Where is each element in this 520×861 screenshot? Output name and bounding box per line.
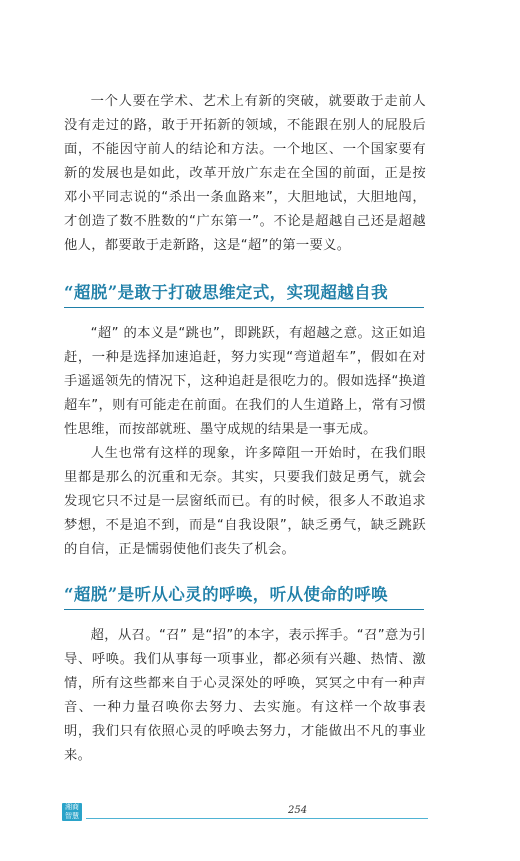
page-footer xyxy=(62,803,428,821)
page-number: 254 xyxy=(288,805,308,816)
series-logo-line-1: 湘商 xyxy=(65,803,79,811)
series-logo xyxy=(62,803,82,821)
footer-rule xyxy=(86,818,428,819)
body-paragraph-4: 超，从召。“召” 是“招”的本字，表示挥手。“召”意为引导、呼唤。我们从事每一项事业，都必须有兴趣、热情、激情，所有这些都来自于心灵深处的呼唤，冥冥之中有一种声音、一种力量召唤你去努力、去实施。有这样一个故事表明，我们只有依照心灵的呼唤去努力，才能做出不凡的事业来。 xyxy=(64,628,426,763)
body-paragraph-2: “超” 的本义是“跳也”，即跳跃，有超越之意。这正如追赶，一种是选择加速追赶，努力实现“弯道超车”，假如在对手遥遥领先的情况下，这种追赶是很吃力的。假如选择“换道超车”，则有可能走在前面。在我们的人生道路上，常有习惯性思维，而按部就班、墨守成规的结果是一事无成。 xyxy=(64,326,426,437)
section-heading-1: “超脱”是敢于打破思维定式，实现超越自我 xyxy=(64,282,424,308)
body-paragraph-3: 人生也常有这样的现象，许多障阻一开始时，在我们眼里都是那么的沉重和无奈。其实，只要我们鼓足勇气，就会发现它只不过是一层窗纸而已。有的时候，很多人不敢追求梦想，不是追不到，而是“自我设限”，缺乏勇气，缺乏跳跃的自信，正是懦弱使他们丧失了机会。 xyxy=(64,446,426,557)
body-paragraph-1: 一个人要在学术、艺术上有新的突破，就要敢于走前人没有走过的路，敢于开拓新的领域，不能跟在别人的屁股后面，不能因守前人的结论和方法。一个地区、一个国家要有新的发展也是如此，改革开放广东走在全国的前面，正是按邓小平同志说的“杀出一条血路来”，大胆地试，大胆地闯，才创造了数不胜数的“广东第一”。不论是超越自己还是超越他人，都要敢于走新路，这是“超”的第一要义。 xyxy=(64,94,426,253)
series-logo-line-2: 智慧 xyxy=(65,812,79,820)
section-heading-2: “超脱”是听从心灵的呼唤，听从使命的呼唤 xyxy=(64,584,424,610)
